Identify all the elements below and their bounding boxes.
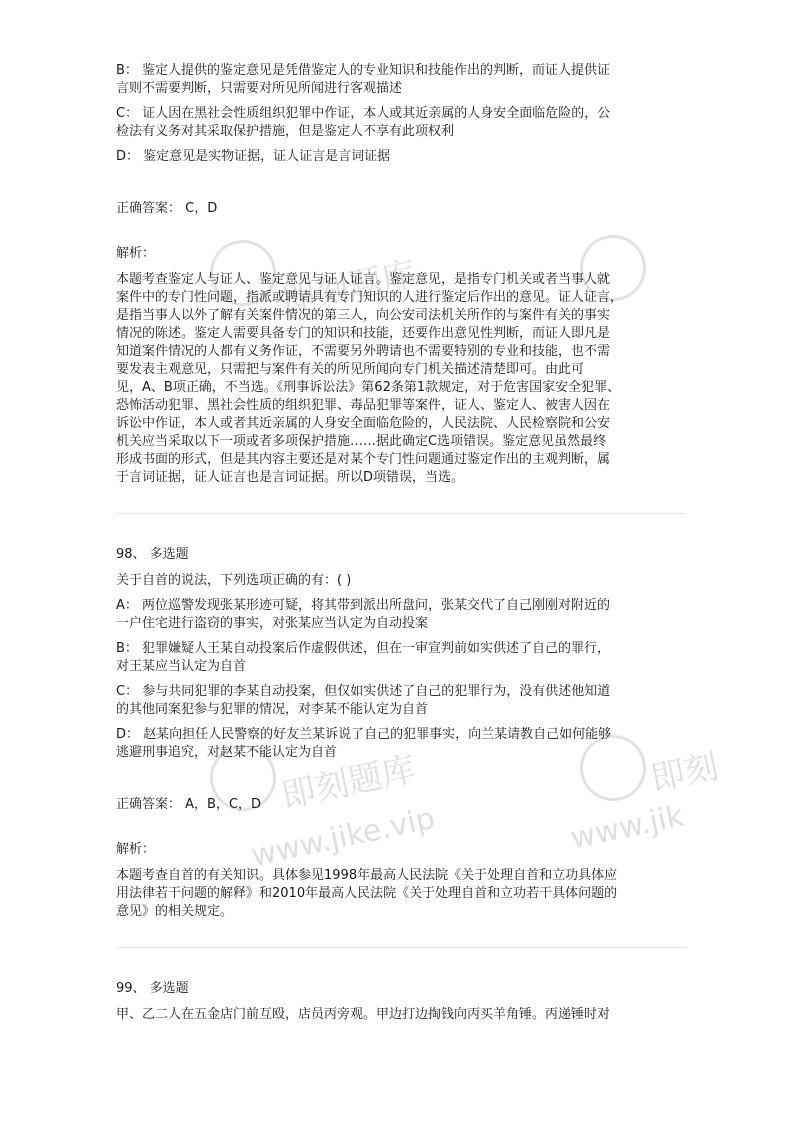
q99-header: 99、 多选题: [116, 981, 189, 996]
q98-analysis-label: 解析：: [116, 842, 156, 857]
q98-option-c: C： 参与共同犯罪的李某自动投案，但仅如实供述了自己的犯罪行为，没有供述他知道 的其他同案犯参与犯罪的情况，对李某不能认定为自首: [116, 684, 611, 717]
q97-option-d: D： 鉴定意见是实物证据，证人证言是言词证据: [116, 149, 391, 164]
document-page: [116, 62, 686, 1024]
divider: [116, 947, 686, 948]
watermark-text-partial: 即刻: [647, 746, 723, 800]
q98-analysis: 本题考查自首的有关知识。具体参见1998年最高人民法院《关于处理自首和立功具体应 用法律若干问题的解释》和2010年最高人民法院《关于处理自首和立功若干具体问题的 意见》的相关规定。: [116, 868, 618, 919]
q98-option-d: D： 赵某向担任人民警察的好友兰某诉说了自己的犯罪事实，向兰某请教自己如何能够 逃避刑事追究，对赵某不能认定为自首: [116, 727, 612, 760]
q98-header: 98、 多选题: [116, 547, 189, 562]
q98-answer: 正确答案： A，B，C，D: [116, 797, 262, 812]
q97-option-c: C： 证人因在黑社会性质组织犯罪中作证，本人或其近亲属的人身安全面临危险的，公 检法有义务对其采取保护措施，但是鉴定人不享有此项权利: [116, 106, 611, 139]
q99-stem: 甲、乙二人在五金店门前互殴，店员丙旁观。甲边打边掏钱向丙买羊角锤。丙递锤时对: [116, 1007, 611, 1022]
q97-analysis: 本题考查鉴定人与证人、鉴定意见与证人证言。鉴定意见，是指专门机关或者当事人就 案件中的专门性问题，指派或聘请具有专门知识的人进行鉴定后作出的意见。证人证言， 是指当事人以外了解有关案件情况的第三人，向公安司法机关所作的与案件有关的事实 情况的陈述。鉴定人需要具备专门的知识和技能，还要作出意见性判断，而证人即凡是 知道案件情况的人都有义务作证，不需要另外聘请也不需要特别的专业和技能，也不需 要发表主观意见，只需把与案件有关的所见所闻向专门机关描述清楚即可。由此可 见，A、B项正确，不当选。《刑事诉讼法》第62条第1款规定，对于危害国家安全犯罪、 恐怖活动犯罪、黑社会性质的组织犯罪、毒品犯罪等案件，证人、鉴定人、被害人因在 诉讼中作证，本人或者其近亲属的人身安全面临危险的，人民法院、人民检察院和公安 机关应当采取以下一项或者多项保护措施……据此确定C选项错误。鉴定意见虽然最终 形成书面的形式，但是其内容主要还是对某个专门性问题通过鉴定作出的主观判断，属 于言词证据，证人证言也是言词证据。所以D项错误，当选。: [116, 272, 624, 485]
watermark-url: www.jike.vip: [248, 800, 439, 875]
watermark-text: 即刻题库: [278, 254, 420, 322]
divider: [116, 513, 686, 514]
q98-option-a: A： 两位巡警发现张某形迹可疑，将其带到派出所盘问，张某交代了自己刚刚对附近的 一户住宅进行盗窃的事实，对张某应当认定为自动投案: [116, 598, 611, 631]
watermark-url-partial: www.jik: [567, 798, 687, 857]
q98-option-b: B： 犯罪嫌疑人王某自动投案后作虚假供述，但在一审宣判前如实供述了自己的罪行， 对王某应当认定为自首: [116, 641, 611, 674]
q97-answer: 正确答案： C，D: [116, 201, 218, 216]
watermark-text: 即刻题库: [278, 749, 420, 817]
q97-analysis-label: 解析：: [116, 246, 156, 261]
q97-options: [116, 62, 686, 166]
q98-options: [116, 597, 686, 762]
q97-option-b: B： 鉴定人提供的鉴定意见是凭借鉴定人的专业知识和技能作出的判断，而证人提供证 言则不需要判断，只需要对所见所闻进行客观描述: [116, 63, 611, 96]
q98-stem: 关于自首的说法，下列选项正确的有：( ): [116, 573, 352, 588]
